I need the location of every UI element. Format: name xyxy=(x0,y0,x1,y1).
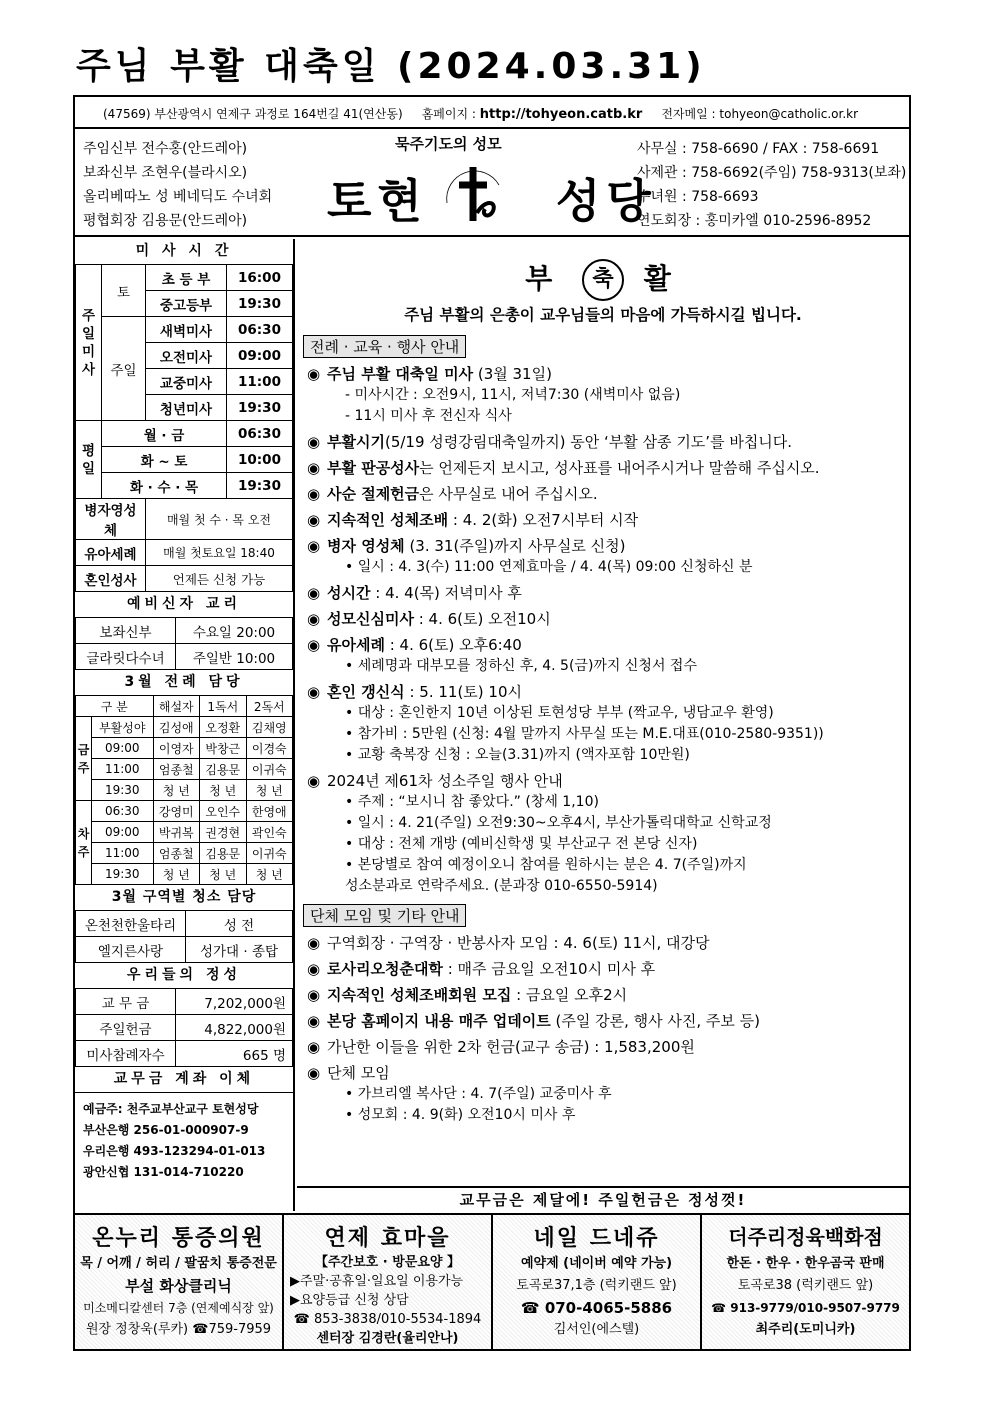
notice-title: 혼인 갱신식 xyxy=(327,683,405,701)
logo-right: 성당 xyxy=(555,174,657,228)
liturgy-reader: 이귀숙 xyxy=(246,843,293,864)
notice-text: (3월 31일) xyxy=(473,365,552,383)
contact-line: 수녀원 : 758-6693 xyxy=(637,189,759,205)
sunday-label: 주일 xyxy=(102,317,146,421)
bullet-icon: ◉ xyxy=(307,986,321,1004)
notice-text: : 4. 2(화) 오전7시부터 시작 xyxy=(448,511,639,529)
notice-item xyxy=(297,1011,909,1032)
church-cross-icon xyxy=(433,155,513,227)
liturgy-reader: 김성애 xyxy=(153,717,199,738)
ad-name: 네일 드네쥬 xyxy=(533,1226,660,1251)
liturgy-row xyxy=(76,822,293,843)
liturgy-reader: 이경숙 xyxy=(246,738,293,759)
notice-item xyxy=(297,1037,909,1058)
ad-line: ☎ 070-4065-5886 xyxy=(520,1299,673,1317)
week-label: 차주 xyxy=(76,801,92,885)
notice-text: 단체 모임 xyxy=(327,1064,390,1082)
ad-line: 부설 화상클리닉 xyxy=(125,1277,232,1295)
ad-line: ▶주말·공휴일·일요일 이용가능 xyxy=(290,1274,464,1289)
mass-name: 새벽미사 xyxy=(146,317,227,343)
offering-name: 미사참례자수 xyxy=(76,1041,176,1067)
liturgy-row xyxy=(76,864,293,885)
cleaning-place: 성가대 · 종탑 xyxy=(186,937,293,963)
liturgy-reader: 권경현 xyxy=(200,822,246,843)
mass-time: 11:00 xyxy=(227,369,293,395)
notice-text: 가난한 이들을 위한 2차 헌금(교구 송금) : 1,583,200원 xyxy=(327,1038,695,1056)
notice-detail: • 본당별로 참여 예정이오니 참여를 원하시는 분은 4. 7(주일)까지 xyxy=(345,857,747,873)
staff-line: 보좌신부 조현우(블라시오) xyxy=(83,165,248,181)
offering-heading: 우리들의 정성 xyxy=(75,963,293,989)
notice-detail: - 11시 미사 후 전신자 식사 xyxy=(345,408,512,424)
section-groups-other: 단체 모임 및 기타 안내 xyxy=(303,904,466,927)
notice-list-2 xyxy=(297,933,909,1126)
notice-detail: • 성모회 : 4. 9(화) 오전10시 미사 후 xyxy=(345,1107,576,1123)
bullet-icon: ◉ xyxy=(307,459,321,477)
celebration-emblem-icon: 축 xyxy=(582,259,624,301)
notice-title: 지속적인 성체조배 xyxy=(327,511,449,529)
liturgy-reader: 이영자 xyxy=(153,738,199,759)
notice-detail: - 미사시간 : 오전9시, 11시, 저녁7:30 (새벽미사 없음) xyxy=(345,387,681,403)
notice-detail: • 대상 : 혼인한지 10년 이상된 토현성당 부부 (짝교우, 냉담교우 환영) xyxy=(345,705,774,721)
contact-line: 사제관 : 758-6692(주임) 758-9313(보좌) xyxy=(637,165,907,181)
notice-text: 은 사무실로 내어 주십시오. xyxy=(419,485,598,503)
homepage-label: 홈페이지 : xyxy=(421,107,476,121)
bulletin-frame xyxy=(73,95,911,1351)
liturgy-time: 부활성야 xyxy=(92,717,154,738)
mass-name: 초 등 부 xyxy=(146,265,227,291)
ad-box xyxy=(493,1215,702,1349)
liturgy-row xyxy=(76,843,293,864)
liturgy-reader: 곽인숙 xyxy=(246,822,293,843)
ad-line: 김서인(에스텔) xyxy=(553,1322,640,1337)
liturgy-row xyxy=(76,738,293,759)
mass-time: 19:30 xyxy=(227,395,293,421)
mass-name: 화 ~ 토 xyxy=(102,447,227,473)
notice-item xyxy=(297,458,909,479)
catechumen-table xyxy=(75,617,293,670)
bullet-icon: ◉ xyxy=(307,772,321,790)
staff-line: 주임신부 전수홍(안드레아) xyxy=(83,141,248,157)
staff-line: 평협회장 김용문(안드레아) xyxy=(83,213,248,229)
catechumen-name: 글라릿다수녀 xyxy=(76,644,176,670)
notice-detail: • 대상 : 전체 개방 (예비신학생 및 부산교구 전 본당 신자) xyxy=(345,836,698,852)
mass-time: 09:00 xyxy=(227,343,293,369)
address-bar xyxy=(75,97,909,129)
notice-title: 사순 절제헌금 xyxy=(327,485,420,503)
notice-item xyxy=(297,635,909,677)
ad-line: 미소메디칼센터 7층 (연제예식장 앞) xyxy=(83,1301,274,1315)
liturgy-reader: 청 년 xyxy=(200,780,246,801)
sacrament-name: 혼인성사 xyxy=(76,566,146,592)
ad-line: 목 / 어깨 / 허리 / 팔꿈치 통증전문 xyxy=(80,1256,277,1271)
notice-text: : 4. 6(토) 오전10시 xyxy=(413,610,551,628)
cleaning-area: 온천천한울타리 xyxy=(76,911,186,937)
notice-item xyxy=(297,682,909,766)
offering-slogan: 교무금은 제달에! 주일헌금은 정성껏! xyxy=(297,1186,909,1212)
liturgy-reader: 박귀복 xyxy=(153,822,199,843)
account-line: 광안신협 131-014-710220 xyxy=(83,1165,244,1179)
ad-line: 최주리(도미니카) xyxy=(755,1322,856,1337)
sacrament-name: 유아세례 xyxy=(76,540,146,566)
liturgy-row xyxy=(76,717,293,738)
notice-title: 유아세례 xyxy=(327,636,385,654)
notice-text: 2024년 제61차 성소주일 행사 안내 xyxy=(327,772,563,790)
notice-title: 주님 부활 대축일 미사 xyxy=(327,365,474,383)
catechumen-time: 수요일 20:00 xyxy=(176,618,293,644)
staff-list xyxy=(83,137,272,233)
liturgy-reader: 엄종철 xyxy=(153,759,199,780)
notice-item xyxy=(297,364,909,427)
mass-time: 19:30 xyxy=(227,291,293,317)
bullet-icon: ◉ xyxy=(307,537,321,555)
liturgy-reader: 김채영 xyxy=(246,717,293,738)
bullet-icon: ◉ xyxy=(307,1064,321,1082)
account-line: 부산은행 256-01-000907-9 xyxy=(83,1123,249,1137)
ad-box xyxy=(75,1215,284,1349)
notice-text: : 5. 11(토) 10시 xyxy=(404,683,522,701)
liturgy-time: 09:00 xyxy=(92,738,154,759)
notice-detail: • 일시 : 4. 3(수) 11:00 연제효마을 / 4. 4(목) 09:00 신청하신 분 xyxy=(345,559,753,575)
notice-title: 성시간 xyxy=(327,584,371,602)
catechumen-heading: 예비신자 교리 xyxy=(75,592,293,618)
catechumen-time: 주일반 10:00 xyxy=(176,644,293,670)
bullet-icon: ◉ xyxy=(307,433,321,451)
mass-name: 교중미사 xyxy=(146,369,227,395)
email-label: 전자메일 : xyxy=(661,107,716,121)
mass-times-heading: 미 사 시 간 xyxy=(75,239,293,265)
mass-time: 10:00 xyxy=(227,447,293,473)
liturgy-reader: 청 년 xyxy=(246,864,293,885)
easter-heading xyxy=(297,257,909,293)
notice-list-1 xyxy=(297,364,909,897)
liturgy-time: 19:30 xyxy=(92,780,154,801)
notice-text: : 매주 금요일 오전10시 미사 후 xyxy=(442,960,656,978)
cleaning-place: 성 전 xyxy=(186,911,293,937)
liturgy-reader: 청 년 xyxy=(153,780,199,801)
notice-title: 병자 영성체 xyxy=(327,537,405,555)
notice-item xyxy=(297,484,909,505)
ad-line: 【주간보호 · 방문요양 】 xyxy=(315,1255,460,1270)
notice-item xyxy=(297,933,909,954)
liturgy-reader: 강영미 xyxy=(153,801,199,822)
notice-text: (주일 강론, 행사 사진, 주보 등) xyxy=(550,1012,761,1030)
bullet-icon: ◉ xyxy=(307,365,321,383)
notice-detail: • 가브리엘 복사단 : 4. 7(주일) 교중미사 후 xyxy=(345,1086,612,1102)
ad-line: ☎ 913-9779/010-9507-9779 xyxy=(711,1301,900,1315)
notice-text: : 4. 4(목) 저녁미사 후 xyxy=(370,584,522,602)
bullet-icon: ◉ xyxy=(307,485,321,503)
bullet-icon: ◉ xyxy=(307,584,321,602)
logo-left: 토현 xyxy=(327,174,428,228)
liturgy-reader: 오정환 xyxy=(200,717,246,738)
sacrament-value: 매월 첫 수 · 목 오전 xyxy=(146,499,293,540)
liturgy-reader: 청 년 xyxy=(200,864,246,885)
notice-title: 부활 판공성사 xyxy=(327,459,420,477)
notice-item xyxy=(297,959,909,980)
sponsor-ads xyxy=(75,1213,909,1349)
notice-detail: • 참가비 : 5만원 (신청: 4월 말까지 사무실 또는 M.E.대표(010-2580-9351)) xyxy=(345,726,824,742)
notice-title: 부활시기 xyxy=(327,433,385,451)
liturgy-time: 11:00 xyxy=(92,759,154,780)
notice-title: 지속적인 성체조배회원 모집 xyxy=(327,986,512,1004)
liturgy-reader: 청 년 xyxy=(246,780,293,801)
contact-line: 연도회장 : 홍미카엘 010-2596-8952 xyxy=(637,213,872,229)
cleaning-table xyxy=(75,910,293,963)
cleaning-area: 엘지른사랑 xyxy=(76,937,186,963)
notice-detail: • 교황 축복장 신청 : 오늘(3.31)까지 (액자포함 10만원) xyxy=(345,747,690,763)
saturday-label: 토 xyxy=(102,265,146,317)
bullet-icon: ◉ xyxy=(307,934,321,952)
notice-item xyxy=(297,536,909,578)
notice-text: : 4. 6(토) 오후6:40 xyxy=(384,636,522,654)
notice-text: 는 언제든지 보시고, 성사표를 내어주시거나 말씀해 주십시오. xyxy=(419,459,820,477)
liturgy-reader: 청 년 xyxy=(153,864,199,885)
parish-header xyxy=(75,129,909,237)
easter-greeting: 주님 부활의 은총이 교우님들의 마음에 가득하시길 빕니다. xyxy=(404,306,802,324)
logo-subtitle: 묵주기도의 성모 xyxy=(395,135,502,153)
liturgy-time: 19:30 xyxy=(92,864,154,885)
bullet-icon: ◉ xyxy=(307,511,321,529)
mass-name: 월 · 금 xyxy=(102,421,227,447)
sacrament-value: 매월 첫토요일 18:40 xyxy=(146,540,293,566)
mass-name: 화 · 수 · 목 xyxy=(102,473,227,499)
liturgy-time: 06:30 xyxy=(92,801,154,822)
ad-line: 한돈 · 한우 · 한우곰국 판매 xyxy=(726,1256,885,1271)
liturgy-time: 11:00 xyxy=(92,843,154,864)
liturgy-reader: 엄종철 xyxy=(153,843,199,864)
liturgy-table xyxy=(75,695,293,885)
bulletin-title: 주님 부활 대축일 (2024.03.31) xyxy=(76,46,706,87)
ad-box xyxy=(284,1215,493,1349)
ad-name: 더주리정육백화점 xyxy=(728,1225,883,1249)
contact-list xyxy=(637,137,906,233)
liturgy-col: 1독서 xyxy=(200,696,246,717)
staff-line: 올리베따노 성 베네딕도 수녀회 xyxy=(83,189,273,205)
ad-box xyxy=(702,1215,909,1349)
notice-item xyxy=(297,510,909,531)
bullet-icon: ◉ xyxy=(307,1012,321,1030)
notice-detail: • 주제 : “보시니 참 좋았다.” (창세 1,10) xyxy=(345,794,599,810)
mass-name: 중고등부 xyxy=(146,291,227,317)
account-info xyxy=(75,1093,293,1189)
sunday-mass-label: 주일미사 xyxy=(76,265,102,421)
notice-item xyxy=(297,1063,909,1126)
liturgy-heading: 3월 전례 담당 xyxy=(75,670,293,696)
liturgy-col: 구 분 xyxy=(76,696,154,717)
notice-title: 성모신심미사 xyxy=(327,610,414,628)
notice-title: 본당 홈페이지 내용 매주 업데이트 xyxy=(327,1012,551,1030)
liturgy-row xyxy=(76,801,293,822)
offering-name: 주일헌금 xyxy=(76,1015,176,1041)
notice-item xyxy=(297,771,909,897)
notice-item xyxy=(297,583,909,604)
bullet-icon: ◉ xyxy=(307,683,321,701)
account-line: 우리은행 493-123294-01-013 xyxy=(83,1144,266,1158)
offering-value: 665 명 xyxy=(176,1041,293,1067)
bullet-icon: ◉ xyxy=(307,1038,321,1056)
ad-line: 토곡로38 (럭키랜드 앞) xyxy=(737,1278,874,1293)
week-label: 금주 xyxy=(76,717,92,801)
ad-line: ▶요양등급 신청 상담 xyxy=(290,1293,409,1308)
mass-time: 06:30 xyxy=(227,421,293,447)
liturgy-reader: 김용문 xyxy=(200,759,246,780)
mass-time: 06:30 xyxy=(227,317,293,343)
ad-name: 연제 효마을 xyxy=(324,1226,451,1251)
notice-text: 구역회장 · 구역장 · 반봉사자 모임 : 4. 6(토) 11시, 대강당 xyxy=(327,934,710,952)
mass-name: 오전미사 xyxy=(146,343,227,369)
mass-times-table xyxy=(75,264,293,592)
bullet-icon: ◉ xyxy=(307,960,321,978)
liturgy-reader: 이귀숙 xyxy=(246,759,293,780)
ad-line: 예약제 (네이버 예약 가능) xyxy=(520,1256,673,1271)
notice-text: : 금요일 오후2시 xyxy=(511,986,628,1004)
easter-char: 부 xyxy=(525,262,563,295)
notice-text: (3. 31(주일)까지 사무실로 신청) xyxy=(404,537,626,555)
mass-time: 16:00 xyxy=(227,265,293,291)
bullet-icon: ◉ xyxy=(307,636,321,654)
offering-value: 4,822,000원 xyxy=(176,1015,293,1041)
liturgy-col: 2독서 xyxy=(246,696,293,717)
liturgy-reader: 박창근 xyxy=(200,738,246,759)
liturgy-reader: 한영애 xyxy=(246,801,293,822)
liturgy-time: 09:00 xyxy=(92,822,154,843)
notice-item xyxy=(297,432,909,453)
liturgy-row xyxy=(76,759,293,780)
notice-item xyxy=(297,985,909,1006)
ad-line: ☎ 853-3838/010-5534-1894 xyxy=(293,1312,482,1327)
left-column xyxy=(75,239,295,1211)
liturgy-row xyxy=(76,780,293,801)
ad-line: 토곡로37,1층 (럭키랜드 앞) xyxy=(516,1278,677,1293)
mass-name: 청년미사 xyxy=(146,395,227,421)
account-line: 예금주: 천주교부산교구 토현성당 xyxy=(83,1102,259,1116)
notice-text: (5/19 성령강림대축일까지) 동안 ‘부활 삼종 기도’를 바칩니다. xyxy=(384,433,793,451)
offering-name: 교 무 금 xyxy=(76,989,176,1015)
right-column xyxy=(297,239,909,1211)
sacrament-value: 언제든 신청 가능 xyxy=(146,566,293,592)
email-link[interactable]: tohyeon@catholic.or.kr xyxy=(719,107,859,121)
notice-item xyxy=(297,609,909,630)
weekday-label: 평일 xyxy=(76,421,102,499)
notice-title: 로사리오청춘대학 xyxy=(327,960,443,978)
mass-time: 19:30 xyxy=(227,473,293,499)
catechumen-name: 보좌신부 xyxy=(76,618,176,644)
ad-line: 센터장 김경란(율리안나) xyxy=(316,1331,459,1346)
offering-value: 7,202,000원 xyxy=(176,989,293,1015)
postal-address: (47569) 부산광역시 연제구 과정로 164번길 41(연산동) xyxy=(103,107,403,121)
bullet-icon: ◉ xyxy=(307,610,321,628)
offering-table xyxy=(75,988,293,1067)
account-heading: 교무금 계좌 이체 xyxy=(75,1067,293,1093)
section-liturgy-events: 전례 · 교육 · 행사 안내 xyxy=(303,335,466,358)
notice-detail: • 세례명과 대부모를 정하신 후, 4. 5(금)까지 신청서 접수 xyxy=(345,658,697,674)
ad-name: 온누리 통증의원 xyxy=(92,1226,265,1251)
liturgy-reader: 오인수 xyxy=(200,801,246,822)
notice-detail: • 일시 : 4. 21(주일) 오전9:30~오후4시, 부산가톨릭대학교 신학교정 xyxy=(345,815,772,831)
notice-detail: 성소분과로 연락주세요. (분과장 010-6550-5914) xyxy=(345,878,658,894)
homepage-link[interactable]: http://tohyeon.catb.kr xyxy=(479,107,643,122)
liturgy-col: 해설자 xyxy=(153,696,199,717)
contact-line: 사무실 : 758-6690 / FAX : 758-6691 xyxy=(637,141,880,157)
ad-line: 원장 정창욱(루카) ☎759-7959 xyxy=(85,1322,272,1337)
sacrament-name: 병자영성체 xyxy=(76,499,146,540)
liturgy-reader: 김용문 xyxy=(200,843,246,864)
cleaning-heading: 3월 구역별 청소 담당 xyxy=(75,885,293,911)
easter-char: 활 xyxy=(643,262,681,295)
